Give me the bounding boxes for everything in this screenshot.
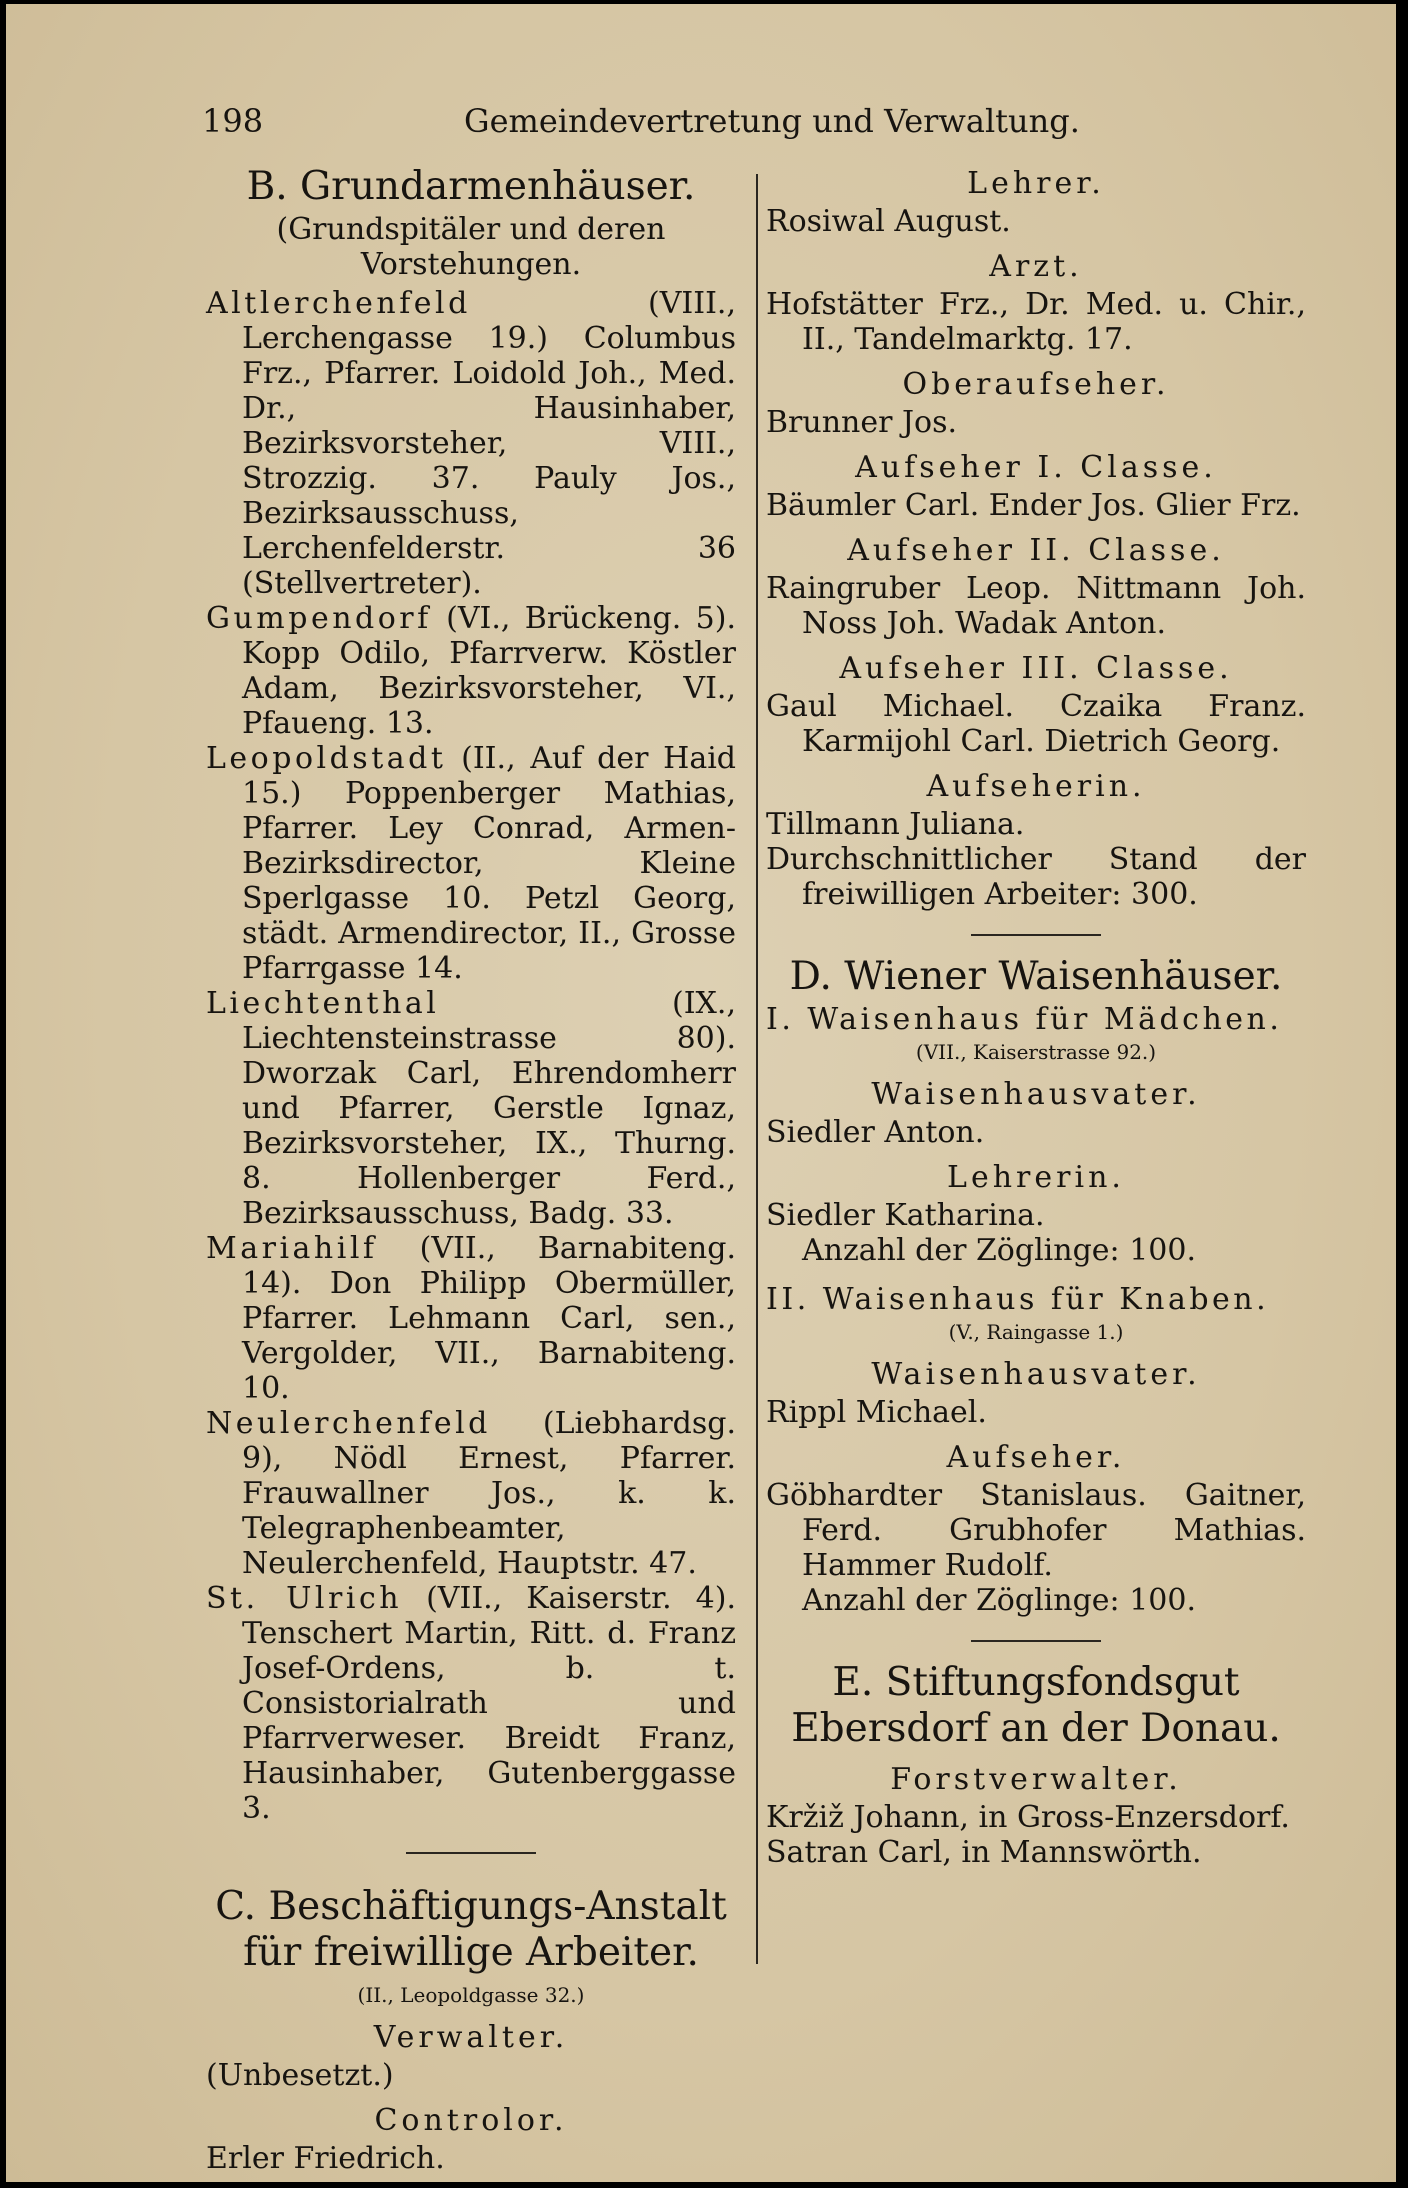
- entry-altlerchenfeld: [206, 286, 736, 601]
- orphanage-1-role-teacher: Lehrerin.: [947, 1160, 1125, 1195]
- person-lehrer: Rosiwal August.: [766, 204, 1011, 239]
- entry-text: (IX., Liechtensteinstrasse 80). Dworzak Carl, Ehrendomherr und Pfarrer, Gerstle Ignaz, Bezirksvorsteher, IX., Thurng. 8. Hollenberger Ferd., Bezirksausschuss, Badg. 33.: [242, 986, 736, 1231]
- orphanage-2-supervisors: Göbhardter Stanislaus. Gaitner, Ferd. Grubhofer Mathias. Hammer Rudolf.: [766, 1478, 1306, 1583]
- entry-text: (VI., Brückeng. 5). Kopp Odilo, Pfarrverw. Köstler Adam, Bezirksvorsteher, VI., Pfaueng. 13.: [242, 601, 736, 741]
- role-aufseher-3: Aufseher III. Classe.: [839, 651, 1233, 686]
- right-column: [766, 164, 1306, 1870]
- role-verwalter: Verwalter.: [373, 2020, 569, 2055]
- role-aufseher-1: Aufseher I. Classe.: [855, 450, 1217, 485]
- entry-text: (VIII., Lerchengasse 19.) Columbus Frz., Pfarrer. Loidold Joh., Med. Dr., Hausinhaber, Bezirksvorsteher, VIII., Strozzig. 37. Pauly Jos., Bezirksausschuss, Lerchenfelderstr. 36 (Stellvertreter).: [242, 286, 736, 601]
- section-b-heading: B. Grundarmenhäuser.: [246, 164, 696, 209]
- page-header: [202, 96, 1080, 146]
- entry-gumpendorf: [206, 601, 736, 741]
- role-aufseherin: Aufseherin.: [926, 769, 1146, 804]
- role-controlor: Controlor.: [374, 2103, 568, 2138]
- entry-leopoldstadt: [206, 741, 736, 986]
- running-title: Gemeindevertretung und Verwaltung.: [464, 102, 1080, 140]
- entry-text: (VII., Kaiserstr. 4). Tenschert Martin, Ritt. d. Franz Josef-Ordens, b. t. Consistorialrath und Pfarrverweser. Breidt Franz, Hausinhaber, Gutenberggasse 3.: [242, 1581, 736, 1826]
- entry-place: Leopoldstadt: [206, 741, 447, 776]
- orphanage-1-father: Siedler Anton.: [766, 1115, 985, 1150]
- role-arzt: Arzt.: [989, 249, 1083, 284]
- person-oberaufseher: Brunner Jos.: [766, 405, 958, 440]
- entry-neulerchenfeld: [206, 1406, 736, 1581]
- persons-aufseher-1: Bäumler Carl. Ender Jos. Glier Frz.: [766, 488, 1301, 523]
- orphanage-2-father: Rippl Michael.: [766, 1395, 987, 1430]
- role-lehrer: Lehrer.: [967, 166, 1105, 201]
- page-number: 198: [202, 102, 264, 140]
- entry-text: (Liebhardsg. 9), Nödl Ernest, Pfarrer. Frauwallner Jos., k. k. Telegraphenbeamter, Neulerchenfeld, Hauptstr. 47.: [242, 1406, 736, 1581]
- entry-text: (II., Auf der Haid 15.) Poppenberger Mathias, Pfarrer. Ley Conrad, Armen-Bezirksdirector, Kleine Sperlgasse 10. Petzl Georg, städt. Armendirector, II., Grosse Pfarrgasse 14.: [242, 741, 736, 986]
- section-c-heading: C. Beschäftigungs-Anstalt für freiwillige Arbeiter.: [215, 1884, 727, 1975]
- orphanage-2-address: (V., Raingasse 1.): [948, 1320, 1124, 1344]
- orphanage-2-title: II. Waisenhaus für Knaben.: [766, 1282, 1270, 1317]
- orphanage-2-role-supervisor: Aufseher.: [946, 1440, 1126, 1475]
- section-separator: [971, 1640, 1101, 1642]
- entry-place: Mariahilf: [206, 1231, 378, 1266]
- person-forstverwalter-1: Kržiž Johann, in Gross-Enzersdorf.: [766, 1800, 1290, 1835]
- entry-place: Altlerchenfeld: [206, 286, 471, 321]
- section-d-heading: D. Wiener Waisenhäuser.: [789, 954, 1283, 999]
- entry-place: Liechtenthal: [206, 986, 440, 1021]
- person-aufseherin: Tillmann Juliana.: [766, 807, 1025, 842]
- section-c-address: (II., Leopoldgasse 32.): [357, 1983, 585, 2007]
- orphanage-1-role-father: Waisenhausvater.: [871, 1077, 1201, 1112]
- section-b-note: (Grundspitäler und deren Vorstehungen.: [276, 212, 666, 282]
- person-controlor: Erler Friedrich.: [206, 2141, 445, 2176]
- orphanage-2-count: Anzahl der Zöglinge: 100.: [802, 1583, 1196, 1618]
- persons-aufseher-3: Gaul Michael. Czaika Franz. Karmijohl Carl. Dietrich Georg.: [766, 689, 1306, 759]
- orphanage-1-teacher: Siedler Katharina.: [766, 1198, 1045, 1233]
- person-arzt: Hofstätter Frz., Dr. Med. u. Chir., II., Tandelmarktg. 17.: [766, 287, 1306, 357]
- orphanage-1-count: Anzahl der Zöglinge: 100.: [802, 1233, 1196, 1268]
- book-page: [6, 4, 1396, 2182]
- persons-aufseher-2: Raingruber Leop. Nittmann Joh. Noss Joh. Wadak Anton.: [766, 571, 1306, 641]
- column-divider: [756, 174, 758, 1964]
- section-separator: [406, 1852, 536, 1854]
- entry-place: Gumpendorf: [206, 601, 432, 636]
- entry-text: (VII., Barnabiteng. 14). Don Philipp Obermüller, Pfarrer. Lehmann Carl, sen., Vergolder, VII., Barnabiteng. 10.: [242, 1231, 736, 1406]
- section-separator: [971, 934, 1101, 936]
- average-workers: Durchschnittlicher Stand der freiwilligen Arbeiter: 300.: [766, 842, 1306, 912]
- orphanage-1-title: I. Waisenhaus für Mädchen.: [766, 1002, 1283, 1037]
- left-column: [206, 164, 736, 2176]
- person-verwalter: (Unbesetzt.): [206, 2058, 394, 2093]
- orphanage-2-role-father: Waisenhausvater.: [871, 1357, 1201, 1392]
- role-forstverwalter: Forstverwalter.: [890, 1762, 1182, 1797]
- entry-st-ulrich: [206, 1581, 736, 1826]
- entry-mariahilf: [206, 1231, 736, 1406]
- orphanage-1-address: (VII., Kaiserstrasse 92.): [915, 1040, 1157, 1064]
- entry-liechtenthal: [206, 986, 736, 1231]
- role-aufseher-2: Aufseher II. Classe.: [847, 533, 1225, 568]
- entry-place: St. Ulrich: [206, 1581, 403, 1616]
- entry-place: Neulerchenfeld: [206, 1406, 491, 1441]
- role-oberaufseher: Oberaufseher.: [902, 367, 1170, 402]
- person-forstverwalter-2: Satran Carl, in Mannswörth.: [766, 1835, 1202, 1870]
- section-e-heading: E. Stiftungsfondsgut Ebersdorf an der Donau.: [791, 1660, 1281, 1751]
